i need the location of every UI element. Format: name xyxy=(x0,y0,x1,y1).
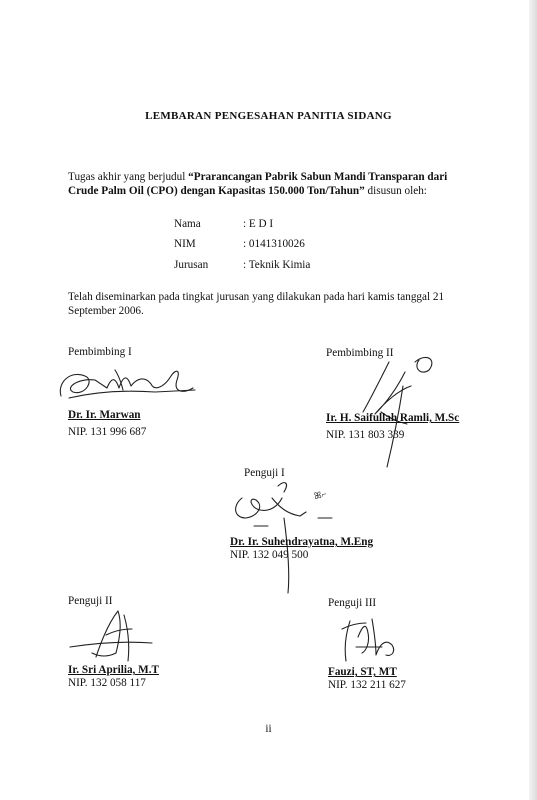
seminar-paragraph: Telah diseminarkan pada tingkat jurusan yang dilakukan pada hari kamis tanggal 21 September 2006. xyxy=(68,291,445,317)
penguji3-name: Fauzi, ST, MT xyxy=(328,666,397,678)
name-label: Nama xyxy=(174,218,201,230)
penguji3-signature xyxy=(336,607,406,665)
penguji3-nip: NIP. 132 211 627 xyxy=(328,679,406,691)
name-value: : E D I xyxy=(243,218,274,230)
pembimbing2-signature xyxy=(345,342,445,472)
intro-paragraph xyxy=(68,170,473,198)
thesis-title: “Prarancangan Pabrik Sabun Mandi Transparan dari Crude Palm Oil (CPO) dengan Kapasitas 150.000 Ton/Tahun” xyxy=(68,171,448,197)
nim-value: : 0141310026 xyxy=(243,238,305,250)
pembimbing1-role: Pembimbing I xyxy=(68,346,132,358)
department-value: : Teknik Kimia xyxy=(243,259,311,271)
penguji2-nip: NIP. 132 058 117 xyxy=(68,677,146,689)
department-label: Jurusan xyxy=(174,259,209,271)
pembimbing1-name: Dr. Ir. Marwan xyxy=(68,409,141,421)
page-number: ii xyxy=(265,723,272,735)
intro-prefix: Tugas akhir yang berjudul xyxy=(68,171,189,183)
penguji1-name: Dr. Ir. Suhendrayatna, M.Eng xyxy=(230,536,374,548)
penguji1-role: Penguji I xyxy=(244,467,285,479)
penguji1-nip: NIP. 132 049 500 xyxy=(230,549,309,561)
page-title: LEMBARAN PENGESAHAN PANITIA SIDANG xyxy=(145,110,392,122)
pembimbing2-name: Ir. H. Saifullah Ramli, M.Sc xyxy=(326,412,460,424)
penguji2-role: Penguji II xyxy=(68,595,113,607)
intro-suffix: disusun oleh: xyxy=(364,185,427,197)
pembimbing2-role: Pembimbing II xyxy=(326,347,394,359)
penguji1-handwritten-note-icon: ꕤ⌐ xyxy=(313,488,328,502)
penguji2-signature xyxy=(66,607,156,665)
pembimbing1-signature xyxy=(55,358,200,408)
pembimbing1-nip: NIP. 131 996 687 xyxy=(68,426,147,438)
nim-label: NIM xyxy=(174,238,196,250)
pembimbing2-nip: NIP. 131 803 339 xyxy=(326,429,405,441)
penguji2-name: Ir. Sri Aprilia, M.T xyxy=(68,664,159,676)
penguji3-role: Penguji III xyxy=(328,597,377,609)
